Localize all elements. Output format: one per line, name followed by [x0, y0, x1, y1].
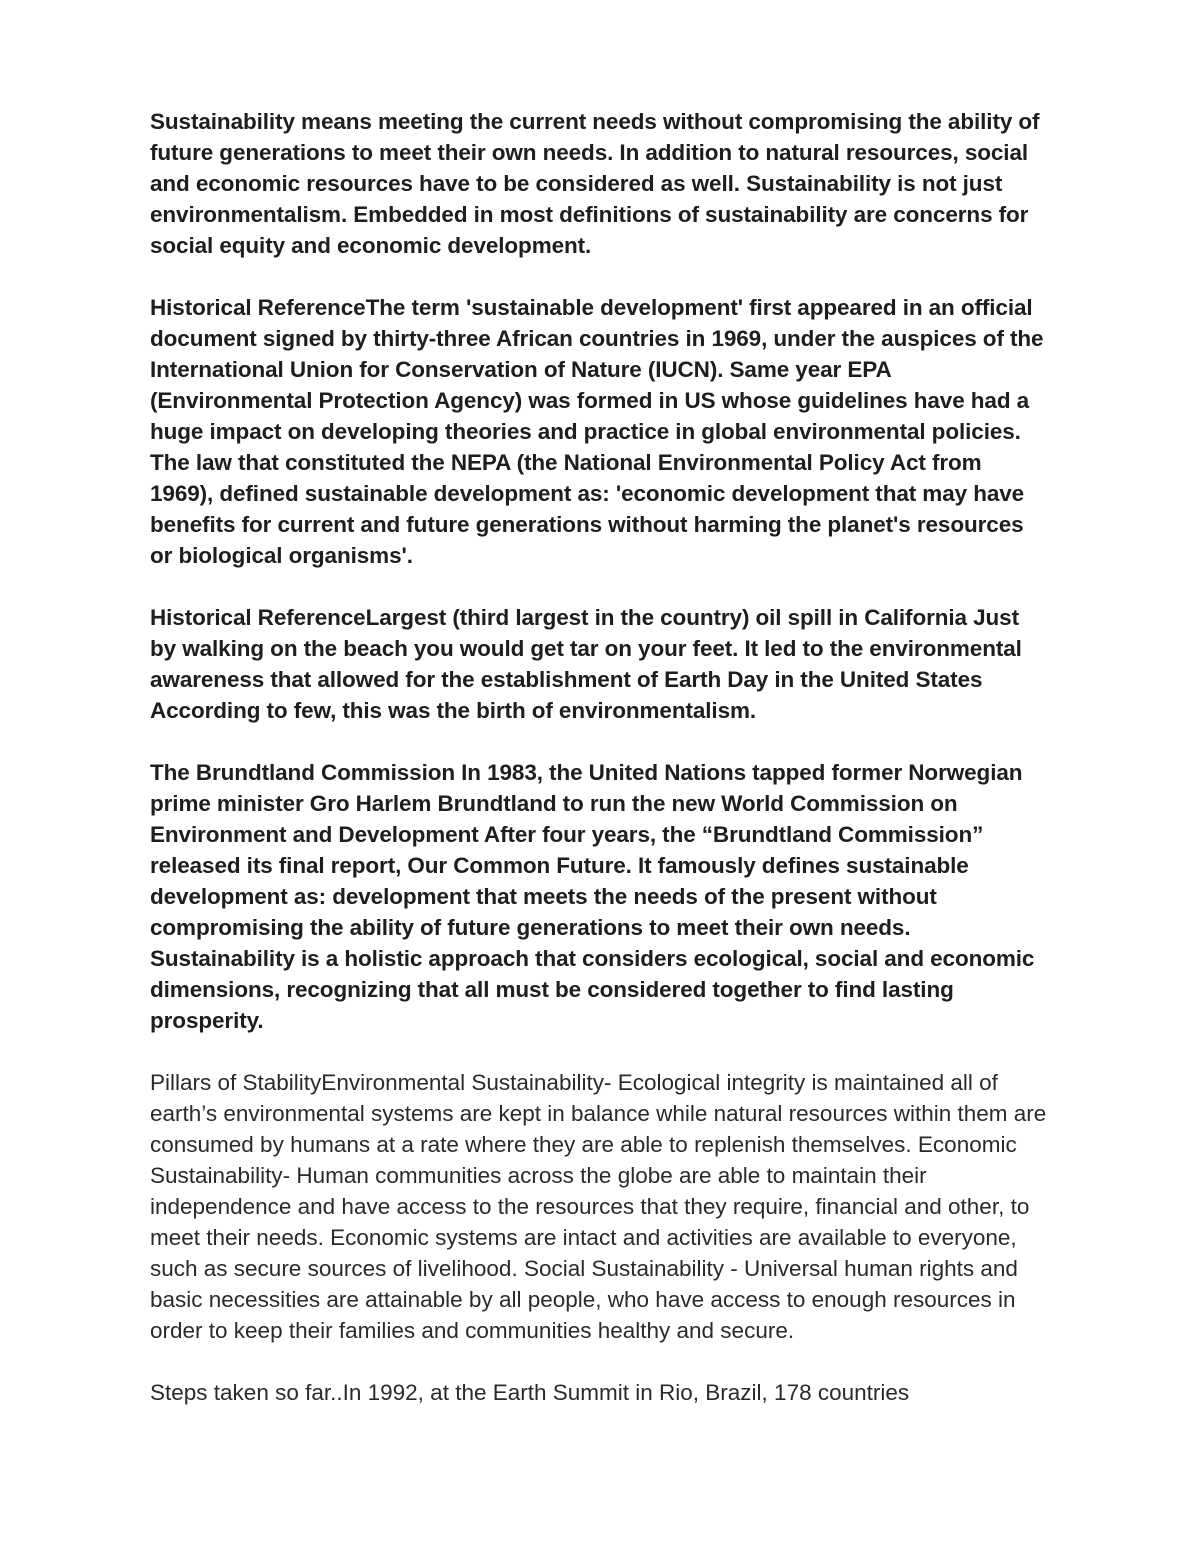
paragraph-steps-taken: Steps taken so far..In 1992, at the Earth Summit in Rio, Brazil, 178 countries	[150, 1380, 910, 1405]
paragraph-pillars-of-stability: Pillars of StabilityEnvironmental Sustainability- Ecological integrity is maintained all of earth’s environmental systems are kept in balance while natural resources within them are consumed by humans at a rate where they are able to replenish themselves. Economic Sustainability- Human communities across the globe are able to maintain their independence and have access to the resources that they require, financial and other, to meet their needs. Economic systems are intact and activities are available to everyone, such as secure sources of livelihood. Social Sustainability - Universal human rights and basic necessities are attainable by all people, who have access to enough resources in order to keep their families and communities healthy and secure.	[150, 1070, 1047, 1343]
paragraph-sustainability-definition: Sustainability means meeting the current needs without compromising the ability of future generations to meet their own needs. In addition to natural resources, social and economic resources have to be considered as well. Sustainability is not just environmentalism. Embedded in most definitions of sustainability are concerns for social equity and economic development.	[150, 109, 1040, 258]
paragraph-brundtland-commission: The Brundtland Commission In 1983, the United Nations tapped former Norwegian prime minister Gro Harlem Brundtland to run the new World Commission on Environment and Development After four years, the “Brundtland Commission” released its final report, Our Common Future. It famously defines sustainable development as: development that meets the needs of the present without compromising the ability of future generations to meet their own needs. Sustainability is a holistic approach that considers ecological, social and economic dimensions, recognizing that all must be considered together to find lasting prosperity.	[150, 760, 1035, 1033]
paragraph-historical-reference-oil-spill: Historical ReferenceLargest (third largest in the country) oil spill in California Just by walking on the beach you would get tar on your feet. It led to the environmental awareness that allowed for the establishment of Earth Day in the United States According to few, this was the birth of environmentalism.	[150, 605, 1022, 723]
document-body	[150, 106, 1050, 1439]
paragraph-historical-reference-1969: Historical ReferenceThe term 'sustainable development' first appeared in an official document signed by thirty-three African countries in 1969, under the auspices of the International Union for Conservation of Nature (IUCN). Same year EPA (Environmental Protection Agency) was formed in US whose guidelines have had a huge impact on developing theories and practice in global environmental policies. The law that constituted the NEPA (the National Environmental Policy Act from 1969), defined sustainable development as: 'economic development that may have benefits for current and future generations without harming the planet's resources or biological organisms'.	[150, 295, 1044, 568]
